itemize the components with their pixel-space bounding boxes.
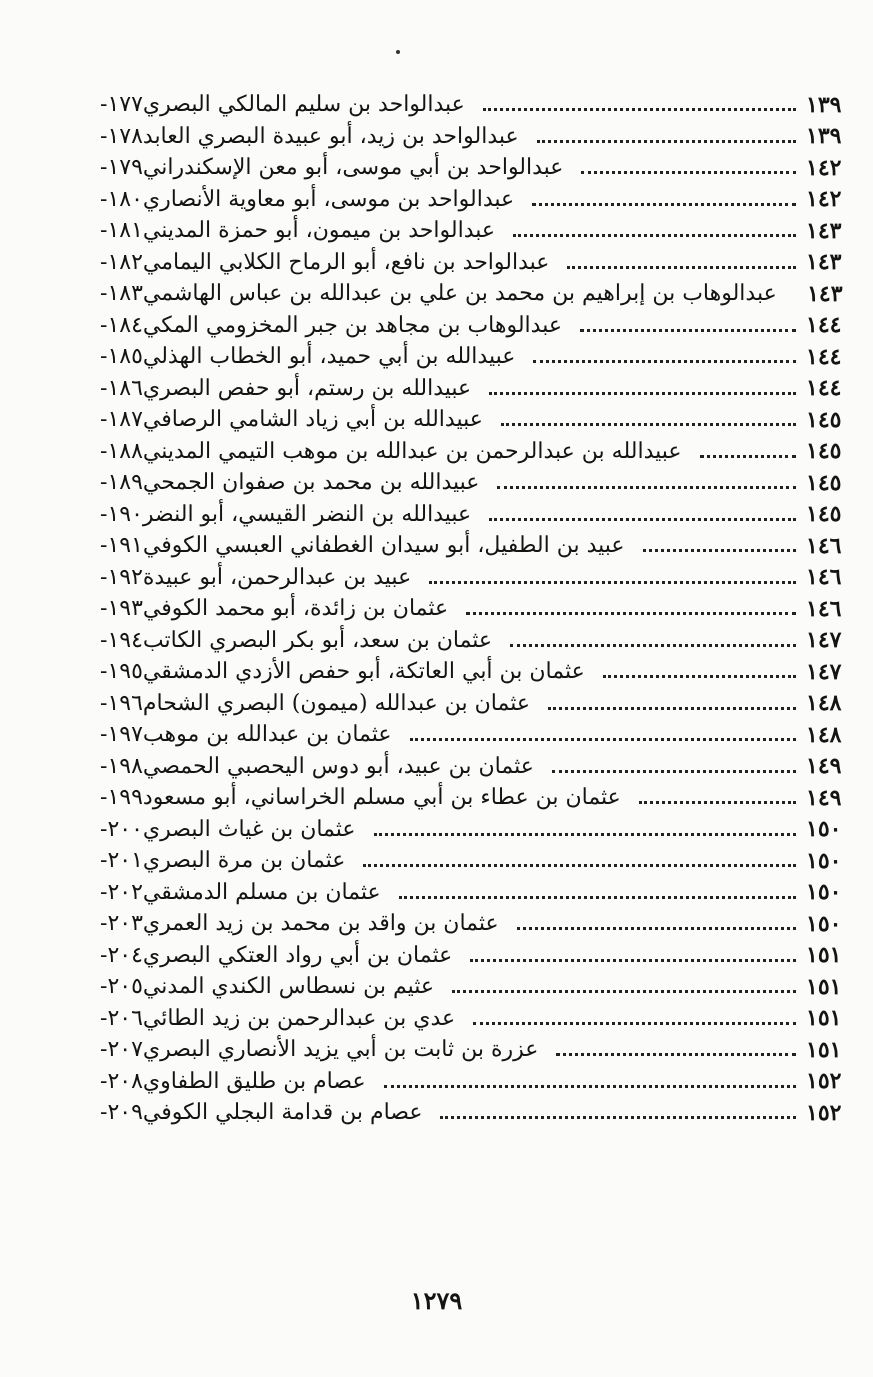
toc-entry-number: ١٨٧- [100, 407, 143, 433]
toc-entry-page: ١٥١ [806, 973, 842, 1000]
toc-entry-title: عثمان بن مسلم الدمشقي [142, 879, 381, 905]
toc-entry-text [98, 943, 806, 968]
toc-entry-number: ١٧٩- [100, 155, 143, 181]
toc-entry-text [98, 187, 806, 212]
toc-entry-text [98, 1006, 806, 1031]
toc-entry-title: عبدالواحد بن أبي موسى، أبو معن الإسكندراني [142, 155, 564, 181]
dot-leader [552, 770, 796, 773]
toc-entry [98, 908, 850, 940]
toc-entry-text [98, 250, 806, 275]
toc-entry-number: ١٩٦- [100, 690, 143, 716]
dot-leader [556, 1053, 796, 1056]
toc-entry-title: عصام بن طليق الطفاوي [142, 1068, 366, 1094]
toc-entry-text [98, 659, 806, 684]
toc-entry-title: عثمان بن أبي رواد العتكي البصري [142, 942, 453, 968]
toc-entry-page: ١٤٥ [806, 501, 842, 528]
toc-entry-page: ١٤٥ [806, 469, 842, 496]
toc-entry [98, 656, 850, 688]
toc-entry-number: ١٨٢- [100, 249, 143, 275]
toc-entry-page: ١٤٤ [806, 312, 842, 339]
dot-leader [513, 234, 796, 237]
page-number: ١٢٧٩ [410, 1286, 463, 1315]
page-mark [396, 50, 400, 54]
toc-entry [98, 278, 850, 310]
dot-leader [501, 423, 796, 426]
dot-leader [700, 455, 796, 458]
toc-entry-number: ١٩٧- [100, 722, 143, 748]
toc-entry-title: عبدالواحد بن زيد، أبو عبيدة البصري العابد [142, 123, 519, 149]
toc-entry-title: عثمان بن عبيد، أبو دوس اليحصبي الحمصي [142, 753, 534, 779]
toc-entry-title: عبيد بن عبدالرحمن، أبو عبيدة [142, 564, 412, 590]
toc-entry-text [98, 974, 806, 999]
toc-entry-text [98, 281, 807, 306]
toc-entry-title: عبيدالله بن رستم، أبو حفص البصري [142, 375, 472, 401]
dot-leader [429, 581, 796, 584]
toc-entry-text [98, 1069, 806, 1094]
dot-leader [581, 171, 796, 174]
toc-entry [98, 1003, 850, 1035]
toc-entry [98, 404, 850, 436]
toc-entry-number: ١٨٦- [100, 375, 143, 401]
toc-entry-text [98, 880, 806, 905]
toc-entry-page: ١٣٩ [806, 123, 842, 150]
toc-entry [98, 688, 850, 720]
dot-leader [639, 801, 796, 804]
toc-entry [98, 467, 850, 499]
toc-entry [98, 751, 850, 783]
toc-entry-text [98, 691, 806, 716]
toc-entry-text [98, 533, 806, 558]
dot-leader [517, 927, 796, 930]
toc-entry-text [98, 313, 806, 338]
toc-entry-text [98, 1100, 806, 1125]
toc-entry-page: ١٤٢ [806, 154, 842, 181]
toc-entry-title: عثمان بن عطاء بن أبي مسلم الخراساني، أبو مسعود [142, 785, 621, 811]
toc-entry-number: ٢٠١- [100, 848, 143, 874]
dot-leader [473, 1022, 796, 1025]
toc-entry-text [98, 155, 806, 180]
toc-entry-title: عبدالوهاب بن إبراهيم بن محمد بن علي بن عبدالله بن عباس الهاشمي [142, 281, 777, 307]
toc-entry-text [98, 407, 806, 432]
toc-entry-number: ١٨١- [100, 218, 143, 244]
toc-entry-text [98, 565, 806, 590]
toc-entry-number: ١٨٤- [100, 312, 143, 338]
toc-entry [98, 341, 850, 373]
toc-entry [98, 1097, 850, 1129]
toc-entry-page: ١٤٦ [806, 564, 842, 591]
toc-entry-text [98, 911, 806, 936]
toc-entry-page: ١٣٩ [806, 91, 842, 118]
toc-entry [98, 625, 850, 657]
toc-entry-page: ١٤٧ [806, 627, 842, 654]
dot-leader [510, 644, 796, 647]
toc-entry-page: ١٥٢ [806, 1068, 842, 1095]
toc-entry-page: ١٤٥ [806, 438, 842, 465]
toc-entry-number: ١٩٨- [100, 753, 143, 779]
toc-entry-page: ١٤٣ [806, 249, 842, 276]
toc-entry-text [98, 502, 806, 527]
dot-leader [489, 518, 796, 521]
toc-entry-number: ١٩١- [100, 533, 143, 559]
toc-entry-page: ١٤٨ [806, 721, 842, 748]
toc-entry-number: ١٩٩- [100, 785, 143, 811]
dot-leader [466, 612, 796, 615]
toc-entry [98, 184, 850, 216]
toc-entry-text [98, 218, 806, 243]
toc-entry-page: ١٤٧ [806, 658, 842, 685]
toc-entry-title: عبدالواحد بن سليم المالكي البصري [142, 92, 465, 118]
toc-entry-page: ١٤٩ [806, 753, 842, 780]
toc-entry [98, 89, 850, 121]
toc-entry-page: ١٥٠ [806, 847, 842, 874]
toc-entry [98, 152, 850, 184]
toc-entry-number: ٢٠٤- [100, 942, 143, 968]
toc-entry-title: عثيم بن نسطاس الكندي المدني [142, 974, 435, 1000]
toc-entry-title: عبيد بن الطفيل، أبو سيدان الغطفاني العبسي الكوفي [142, 533, 625, 559]
toc-entry [98, 971, 850, 1003]
toc-entry-title: عبيدالله بن أبي حميد، أبو الخطاب الهذلي [142, 344, 516, 370]
toc-entry-number: ١٩٥- [100, 659, 143, 685]
toc-entry-text [98, 470, 806, 495]
toc-entry [98, 593, 850, 625]
toc-entry-page: ١٥٢ [806, 1099, 842, 1126]
toc-entry-title: عبيدالله بن محمد بن صفوان الجمحي [142, 470, 480, 496]
toc-entry-number: ٢٠٥- [100, 974, 143, 1000]
toc-entry-page: ١٤٢ [806, 186, 842, 213]
toc-entry-title: عثمان بن غياث البصري [142, 816, 356, 842]
toc-entry-title: عبيدالله بن النضر القيسي، أبو النضر [142, 501, 472, 527]
toc-entry [98, 121, 850, 153]
dot-leader [483, 108, 796, 111]
toc-entry-number: ١٧٧- [100, 92, 143, 118]
dot-leader [643, 549, 796, 552]
dot-leader [567, 266, 796, 269]
toc-entry-title: عبيدالله بن أبي زياد الشامي الرصافي [142, 407, 483, 433]
dot-leader [548, 707, 796, 710]
toc-entry-page: ١٥٠ [806, 816, 842, 843]
toc-entry-title: عبدالواحد بن ميمون، أبو حمزة المديني [142, 218, 496, 244]
toc-entry-number: ١٩٣- [100, 596, 143, 622]
dot-leader [532, 203, 796, 206]
dot-leader [537, 140, 796, 143]
toc-entry-number: ١٩٤- [100, 627, 143, 653]
toc-entry-number: ١٨٥- [100, 344, 143, 370]
toc-entry-number: ٢٠٠- [100, 816, 143, 842]
toc-entry-page: ١٤٥ [806, 406, 842, 433]
toc-entry-title: عثمان بن مرة البصري [142, 848, 346, 874]
toc-entry-text [98, 92, 806, 117]
toc-entry [98, 247, 850, 279]
dot-leader [580, 329, 796, 332]
toc-entry-title: عثمان بن عبدالله بن موهب [142, 722, 392, 748]
toc-entry-title: عثمان بن سعد، أبو بكر البصري الكاتب [142, 627, 493, 653]
toc-entry-number: ٢٠٣- [100, 911, 143, 937]
toc-entry-page: ١٤٣ [806, 217, 842, 244]
dot-leader [440, 1116, 796, 1119]
dot-leader [489, 392, 796, 395]
dot-leader [410, 738, 796, 741]
toc-entry-page: ١٤٤ [806, 375, 842, 402]
toc-entry [98, 436, 850, 468]
toc-entry-page: ١٥١ [806, 1036, 842, 1063]
toc-entry-number: ٢٠٢- [100, 879, 143, 905]
dot-leader [384, 1085, 796, 1088]
toc-entry-number: ١٩٢- [100, 564, 143, 590]
toc-entry [98, 814, 850, 846]
dot-leader [795, 297, 815, 300]
toc-entry-number: ٢٠٧- [100, 1037, 143, 1063]
dot-leader [363, 864, 796, 867]
dot-leader [374, 833, 796, 836]
toc-entry-number: ١٨٠- [100, 186, 143, 212]
toc-entry-number: ١٨٨- [100, 438, 143, 464]
dot-leader [533, 360, 796, 363]
toc-entry-text [98, 596, 806, 621]
dot-leader [452, 990, 796, 993]
toc-entry [98, 877, 850, 909]
toc-entry-text [98, 817, 806, 842]
dot-leader [399, 896, 796, 899]
toc-entry-title: عبدالواحد بن موسى، أبو معاوية الأنصاري [142, 186, 515, 212]
toc-entry-page: ١٥٠ [806, 910, 842, 937]
toc-entry-text [98, 628, 806, 653]
toc-entry-text [98, 1037, 806, 1062]
toc-entry [98, 1034, 850, 1066]
toc-entry [98, 845, 850, 877]
toc-entry-title: عبيدالله بن عبدالرحمن بن عبدالله بن موهب التيمي المديني [142, 438, 682, 464]
toc-entry [98, 719, 850, 751]
toc-entry-number: ١٨٣- [100, 281, 143, 307]
toc-entry [98, 215, 850, 247]
dot-leader [497, 486, 796, 489]
toc-entry-page: ١٥١ [806, 942, 842, 969]
toc-entry-number: ٢٠٩- [100, 1100, 143, 1126]
toc-entry-page: ١٥٠ [806, 879, 842, 906]
toc-entry-page: ١٤٦ [806, 595, 842, 622]
toc-entry [98, 310, 850, 342]
toc-entry [98, 373, 850, 405]
toc-entry-title: عثمان بن أبي العاتكة، أبو حفص الأزدي الدمشقي [142, 659, 585, 685]
toc-entry-number: ٢٠٨- [100, 1068, 143, 1094]
toc-entry-page: ١٥١ [806, 1005, 842, 1032]
toc-entry-number: ١٧٨- [100, 123, 143, 149]
toc-entry-text [98, 344, 806, 369]
toc-entry [98, 782, 850, 814]
toc-entry-title: عدي بن عبدالرحمن بن زيد الطائي [142, 1005, 456, 1031]
dot-leader [470, 959, 796, 962]
toc-entry-page: ١٤٦ [806, 532, 842, 559]
toc-entry-text [98, 754, 806, 779]
toc-entry-title: عزرة بن ثابت بن أبي يزيد الأنصاري البصري [142, 1037, 539, 1063]
toc-entry-page: ١٤٤ [806, 343, 842, 370]
toc-entry [98, 562, 850, 594]
toc-entry-text [98, 376, 806, 401]
toc-entry-title: عثمان بن زائدة، أبو محمد الكوفي [142, 596, 449, 622]
toc-entry-title: عثمان بن عبدالله (ميمون) البصري الشحام [142, 690, 530, 716]
toc-entry-text [98, 848, 806, 873]
toc-entry-text [98, 785, 806, 810]
toc-entry-text [98, 439, 806, 464]
toc-entry-title: عبدالوهاب بن مجاهد بن جبر المخزومي المكي [142, 312, 562, 338]
toc-entry-number: ٢٠٦- [100, 1005, 143, 1031]
toc-entry-title: عثمان بن واقد بن محمد بن زيد العمري [142, 911, 499, 937]
toc-entry-title: عبدالواحد بن نافع، أبو الرماح الكلابي اليمامي [142, 249, 550, 275]
toc-entry-text [98, 124, 806, 149]
toc-entry [98, 499, 850, 531]
toc-entry-page: ١٤٣ [807, 280, 843, 307]
toc-entry-text [98, 722, 806, 747]
toc-entry-page: ١٤٨ [806, 690, 842, 717]
toc-entry [98, 940, 850, 972]
toc-entry-number: ١٩٠- [100, 501, 143, 527]
toc-entry-page: ١٤٩ [806, 784, 842, 811]
toc-entry-title: عصام بن قدامة البجلي الكوفي [142, 1100, 423, 1126]
toc-entry [98, 530, 850, 562]
toc-entry-number: ١٨٩- [100, 470, 143, 496]
toc-entry [98, 1066, 850, 1098]
table-of-contents [98, 89, 850, 1129]
dot-leader [603, 675, 796, 678]
